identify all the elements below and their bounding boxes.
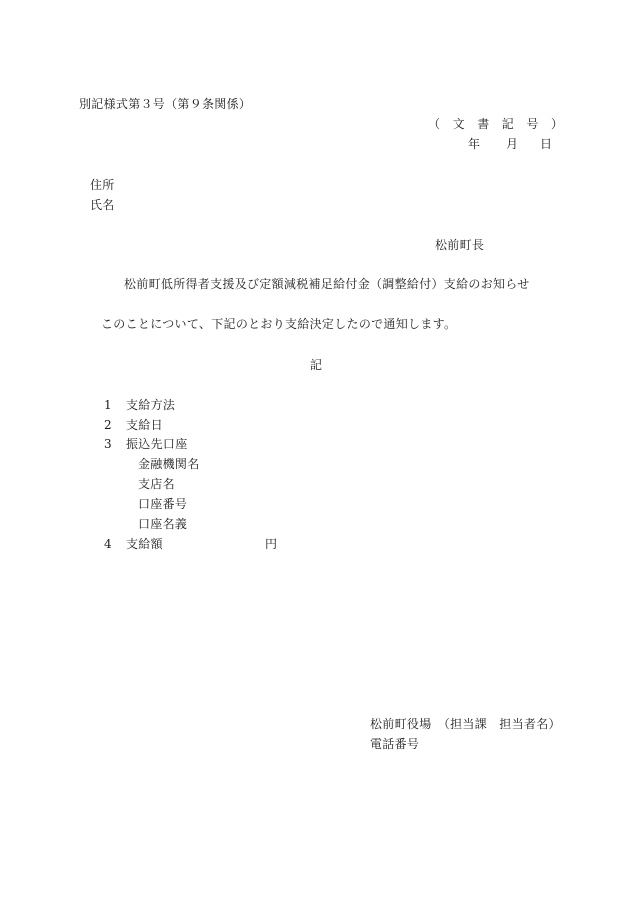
account-field-bank: 金融機関名 [138, 457, 200, 471]
document-subject: 松前町低所得者支援及び定額減税補足給付金（調整給付）支給のお知らせ [124, 277, 530, 291]
phone-label: 電話番号 [370, 737, 420, 751]
ki-heading: 記 [310, 358, 323, 372]
name-label: 氏名 [90, 198, 115, 212]
item-number: 1 [104, 398, 112, 412]
date-year: 年 [468, 137, 481, 151]
address-label: 住所 [90, 178, 115, 192]
account-field-holder: 口座名義 [138, 517, 188, 531]
form-number: 別記様式第３号（第９条関係） [79, 97, 252, 111]
item-label: 支給日 [126, 418, 163, 432]
item-label: 支給方法 [126, 398, 176, 412]
date-month: 月 [506, 137, 519, 151]
item-number: 3 [104, 437, 112, 451]
item-label: 振込先口座 [126, 437, 188, 451]
account-field-number: 口座番号 [138, 497, 188, 511]
body-text: このことについて、下記のとおり支給決定したので通知します。 [101, 317, 457, 331]
item-number: 4 [104, 537, 112, 551]
sender-title: 松前町長 [435, 238, 485, 252]
date-day: 日 [540, 137, 553, 151]
item-number: 2 [104, 418, 112, 432]
item-label: 支給額 [126, 537, 163, 551]
account-field-branch: 支店名 [138, 477, 175, 491]
document-number: （ 文 書 記 号 ） [428, 117, 564, 131]
amount-unit: 円 [265, 537, 278, 551]
office-name: 松前町役場 （担当課 担当者名） [370, 717, 561, 731]
